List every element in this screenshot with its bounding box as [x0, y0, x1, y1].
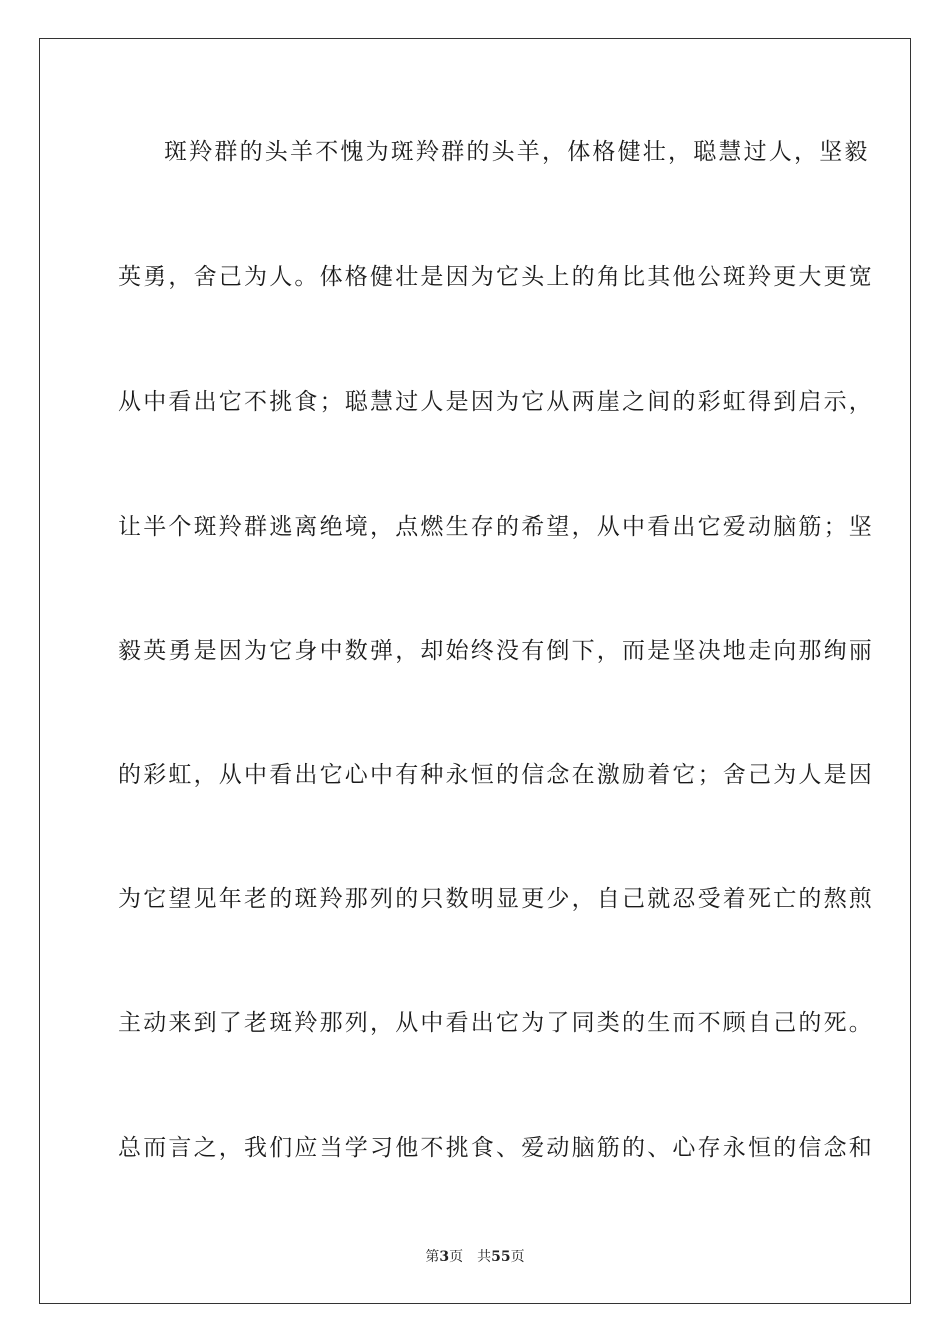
page-prefix: 第: [425, 1249, 440, 1265]
paragraph-line-3: 从中看出它不挑食；聪慧过人是因为它从两崖之间的彩虹得到启示，: [118, 389, 874, 415]
paragraph-line-9: 总而言之，我们应当学习他不挑食、爱动脑筋的、心存永恒的信念和: [118, 1135, 874, 1161]
paragraph-line-5: 毅英勇是因为它身中数弹，却始终没有倒下，而是坚决地走向那绚丽: [118, 638, 874, 664]
paragraph-line-8: 主动来到了老斑羚那列，从中看出它为了同类的生而不顾自己的死。: [118, 1010, 874, 1036]
paragraph-line-2: 英勇，舍己为人。体格健壮是因为它头上的角比其他公斑羚更大更宽: [118, 264, 874, 290]
paragraph-line-4: 让半个斑羚群逃离绝境，点燃生存的希望，从中看出它爱动脑筋；坚: [118, 514, 874, 540]
total-prefix: 共: [477, 1249, 492, 1265]
paragraph-line-1: 斑羚群的头羊不愧为斑羚群的头羊，体格健壮，聪慧过人，坚毅: [164, 139, 870, 165]
total-pages: 55: [491, 1249, 511, 1265]
paragraph-line-6: 的彩虹，从中看出它心中有种永恒的信念在激励着它；舍己为人是因: [118, 762, 874, 788]
page-border: [39, 38, 911, 1304]
paragraph-line-7: 为它望见年老的斑羚那列的只数明显更少，自己就忍受着死亡的熬煎: [118, 886, 874, 912]
page-footer: [0, 1248, 950, 1266]
page-suffix: 页: [449, 1249, 464, 1265]
total-suffix: 页: [510, 1249, 525, 1265]
page-number: 3: [439, 1249, 450, 1265]
